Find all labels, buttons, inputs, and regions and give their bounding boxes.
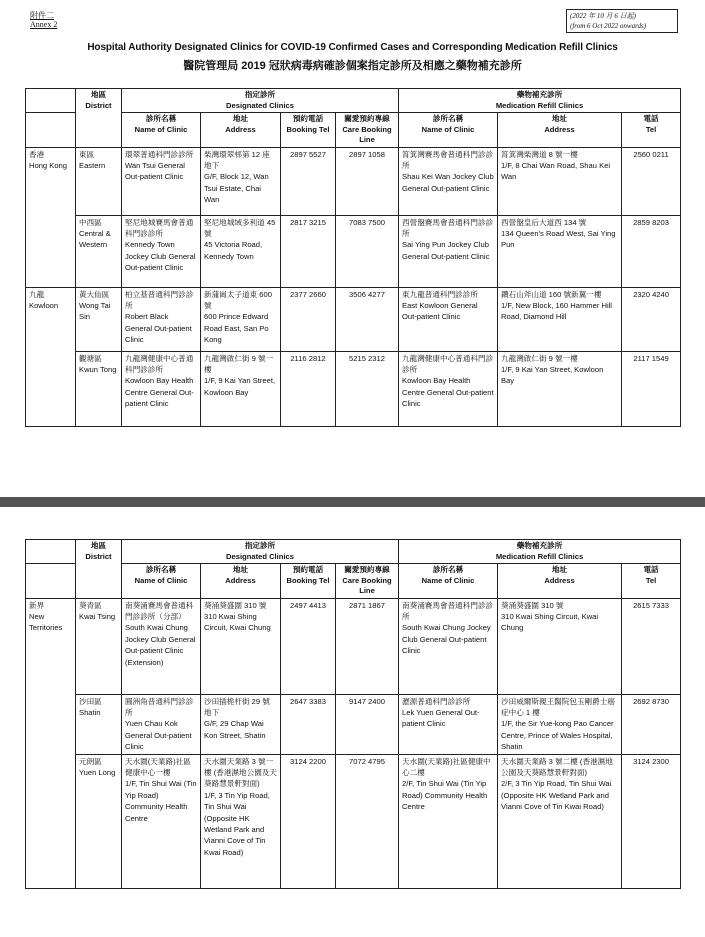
tel-cell: 2615 7333 bbox=[622, 598, 681, 694]
annex-zh: 附件二 bbox=[30, 11, 54, 20]
header-care-booking: 關愛預約專線 Care Booking Line bbox=[336, 564, 399, 599]
district-cell: 黃大仙區 Wong Tai Sin bbox=[76, 287, 122, 351]
refill-clinic-cell: 南葵涌賽馬會普通科門診診所 South Kwai Chung Jockey Club General Out-patient Clinic bbox=[399, 598, 498, 694]
refill-clinic-cell: 東九龍普通科門診診所 East Kowloon General Out-patient Clinic bbox=[399, 287, 498, 351]
header-address: 地址 Address bbox=[201, 564, 281, 599]
title-english: Hospital Authority Designated Clinics for COVID-19 Confirmed Cases and Corresponding Medication Refill Clinics bbox=[87, 42, 618, 53]
tel-cell: 2859 8203 bbox=[622, 215, 681, 287]
address-cell: 新蒲崗太子道東 600 號 600 Prince Edward Road East, San Po Kong bbox=[201, 287, 281, 351]
address-cell: 堅尼地城域多利道 45 號 45 Victoria Road, Kennedy Town bbox=[201, 215, 281, 287]
booking-tel-cell: 2116 2812 bbox=[281, 351, 336, 426]
tel-cell: 3124 2300 bbox=[622, 754, 681, 888]
header-booking-tel: 預約電話 Booking Tel bbox=[281, 113, 336, 148]
table-row bbox=[26, 754, 681, 888]
header-refill-clinics: 藥物補充診所 Medication Refill Clinics bbox=[399, 89, 681, 113]
header-row-1 bbox=[26, 89, 681, 113]
header-care-booking: 關愛預約專線 Care Booking Line bbox=[336, 113, 399, 148]
clinic-name-cell: 環翠普通科門診診所 Wan Tsui General Out-patient Clinic bbox=[122, 147, 201, 215]
table-row bbox=[26, 598, 681, 694]
booking-tel-cell: 2497 4413 bbox=[281, 598, 336, 694]
header-row-1 bbox=[26, 540, 681, 564]
district-cell: 沙田區 Shatin bbox=[76, 694, 122, 754]
care-booking-cell: 7072 4795 bbox=[336, 754, 399, 888]
district-cell: 東區 Eastern bbox=[76, 147, 122, 215]
header-clinic-name: 診所名稱 Name of Clinic bbox=[122, 113, 201, 148]
address-cell: 葵涌葵盛圍 310 號 310 Kwai Shing Circuit, Kwai Chung bbox=[201, 598, 281, 694]
header-refill-address: 地址 Address bbox=[498, 564, 622, 599]
table-row bbox=[26, 287, 681, 351]
district-cell: 葵青區 Kwai Tsing bbox=[76, 598, 122, 694]
district-cell: 中西區 Central & Western bbox=[76, 215, 122, 287]
care-booking-cell: 5215 2312 bbox=[336, 351, 399, 426]
header-blank-2 bbox=[26, 564, 76, 599]
refill-clinic-cell: 九龍灣健康中心普通科門診診所 Kowloon Bay Health Centre General Out-patient Clinic bbox=[399, 351, 498, 426]
refill-address-cell: 天水圍天業路 3 號二樓 (香港濕地公園及天葵路慧景軒對面) 2/F, 3 Tin Yip Road, Tin Shui Wai (Opposite HK Wetland Park and Vianni Cove of Tin Kwai Road) bbox=[498, 754, 622, 888]
refill-address-cell: 九龍灣啟仁街 9 號一樓 1/F, 9 Kai Yan Street, Kowloon Bay bbox=[498, 351, 622, 426]
effective-date-zh: (2022 年 10 月 6 日起) bbox=[570, 12, 636, 20]
refill-clinic-cell: 西營盤賽馬會普通科門診診所 Sai Ying Pun Jockey Club General Out-patient Clinic bbox=[399, 215, 498, 287]
refill-clinic-cell: 天水圍(天業路)社區健康中心二樓 2/F, Tin Shui Wai (Tin Yip Road) Community Health Centre bbox=[399, 754, 498, 888]
title-chinese: 醫院管理局 2019 冠狀病毒病確診個案指定診所及相應之藥物補充診所 bbox=[183, 60, 522, 72]
booking-tel-cell: 2897 5527 bbox=[281, 147, 336, 215]
effective-date-box bbox=[566, 9, 678, 33]
refill-address-cell: 鑽石山斧山道 160 號新翼一樓 1/F, New Block, 160 Hammer Hill Road, Diamond Hill bbox=[498, 287, 622, 351]
header-row-2 bbox=[26, 113, 681, 148]
refill-address-cell: 沙田威爾斯親王醫院包玉剛爵士癌症中心 1 樓 1/F, the Sir Yue-kong Pao Cancer Centre, Prince of Wales Hospital, Shatin bbox=[498, 694, 622, 754]
clinics-table-page-2 bbox=[25, 539, 681, 889]
refill-clinic-cell: 瀝源普通科門診診所 Lek Yuen General Out-patient Clinic bbox=[399, 694, 498, 754]
address-cell: 沙田插桅杆街 29 號地下 G/F, 29 Chap Wai Kon Street, Shatin bbox=[201, 694, 281, 754]
booking-tel-cell: 3124 2200 bbox=[281, 754, 336, 888]
header-refill-address: 地址 Address bbox=[498, 113, 622, 148]
page-separator bbox=[0, 497, 705, 507]
address-cell: 九龍灣啟仁街 9 號一樓 1/F, 9 Kai Yan Street, Kowloon Bay bbox=[201, 351, 281, 426]
refill-address-cell: 西營盤皇后大道西 134 號 134 Queen's Road West, Sai Ying Pun bbox=[498, 215, 622, 287]
tel-cell: 2320 4240 bbox=[622, 287, 681, 351]
clinics-table-page-1 bbox=[25, 88, 681, 427]
region-cell: 香港 Hong Kong bbox=[26, 147, 76, 287]
booking-tel-cell: 2377 2660 bbox=[281, 287, 336, 351]
table-row bbox=[26, 694, 681, 754]
district-cell: 元朗區 Yuen Long bbox=[76, 754, 122, 888]
care-booking-cell: 3506 4277 bbox=[336, 287, 399, 351]
table-row bbox=[26, 351, 681, 426]
care-booking-cell: 2897 1058 bbox=[336, 147, 399, 215]
document-page-2 bbox=[0, 507, 705, 937]
header-designated-clinics: 指定診所 Designated Clinics bbox=[122, 540, 399, 564]
header-clinic-name: 診所名稱 Name of Clinic bbox=[122, 564, 201, 599]
refill-address-cell: 葵涌葵盛圍 310 號 310 Kwai Shing Circuit, Kwai Chung bbox=[498, 598, 622, 694]
header-refill-clinic-name: 診所名稱 Name of Clinic bbox=[399, 564, 498, 599]
refill-address-cell: 筲箕灣柴灣道 8 號一樓 1/F, 8 Chai Wan Road, Shau Kei Wan bbox=[498, 147, 622, 215]
header-designated-clinics: 指定診所 Designated Clinics bbox=[122, 89, 399, 113]
table-row bbox=[26, 215, 681, 287]
table-row bbox=[26, 147, 681, 215]
clinic-name-cell: 柏立基普通科門診診所 Robert Black General Out-patient Clinic bbox=[122, 287, 201, 351]
annex-label bbox=[30, 11, 57, 29]
header-district: 地區 District bbox=[76, 89, 122, 148]
booking-tel-cell: 2817 3215 bbox=[281, 215, 336, 287]
header-blank bbox=[26, 540, 76, 564]
clinic-name-cell: 九龍灣健康中心普通科門診診所 Kowloon Bay Health Centre General Out-patient Clinic bbox=[122, 351, 201, 426]
header-district: 地區 District bbox=[76, 540, 122, 599]
address-cell: 天水圍天業路 3 號一樓 (香港濕地公園及天葵路慧景軒對面) 1/F, 3 Tin Yip Road, Tin Shui Wai (Opposite HK Wetland Park and Vianni Cove of Tin Kwai Road) bbox=[201, 754, 281, 888]
region-cell: 九龍 Kowloon bbox=[26, 287, 76, 426]
header-refill-clinics: 藥物補充診所 Medication Refill Clinics bbox=[399, 540, 681, 564]
care-booking-cell: 9147 2400 bbox=[336, 694, 399, 754]
header-refill-clinic-name: 診所名稱 Name of Clinic bbox=[399, 113, 498, 148]
clinic-name-cell: 圓洲角普通科門診診所 Yuen Chau Kok General Out-patient Clinic bbox=[122, 694, 201, 754]
region-cell: 新界 New Territories bbox=[26, 598, 76, 888]
tel-cell: 2117 1549 bbox=[622, 351, 681, 426]
clinic-name-cell: 南葵涌賽馬會普通科門診診所（分部） South Kwai Chung Jockey Club General Out-patient Clinic (Extension) bbox=[122, 598, 201, 694]
header-blank-2 bbox=[26, 113, 76, 148]
annex-en: Annex 2 bbox=[30, 20, 58, 29]
effective-date-en: (from 6 Oct 2022 onwards) bbox=[570, 22, 647, 30]
address-cell: 柴灣環翠邨第 12 座地下 G/F, Block 12, Wan Tsui Estate, Chai Wan bbox=[201, 147, 281, 215]
tel-cell: 2560 0211 bbox=[622, 147, 681, 215]
district-cell: 觀塘區 Kwun Tong bbox=[76, 351, 122, 426]
refill-clinic-cell: 筲箕灣賽馬會普通科門診診所 Shau Kei Wan Jockey Club General Out-patient Clinic bbox=[399, 147, 498, 215]
header-tel: 電話 Tel bbox=[622, 113, 681, 148]
header-blank bbox=[26, 89, 76, 113]
header-booking-tel: 預約電話 Booking Tel bbox=[281, 564, 336, 599]
header-tel: 電話 Tel bbox=[622, 564, 681, 599]
booking-tel-cell: 2647 3383 bbox=[281, 694, 336, 754]
care-booking-cell: 2871 1867 bbox=[336, 598, 399, 694]
header-row-2 bbox=[26, 564, 681, 599]
header-address: 地址 Address bbox=[201, 113, 281, 148]
clinic-name-cell: 天水圍(天業路)社區健康中心一樓 1/F, Tin Shui Wai (Tin Yip Road) Community Health Centre bbox=[122, 754, 201, 888]
tel-cell: 2692 8730 bbox=[622, 694, 681, 754]
clinic-name-cell: 堅尼地城賽馬會普通科門診診所 Kennedy Town Jockey Club General Out-patient Clinic bbox=[122, 215, 201, 287]
care-booking-cell: 7083 7500 bbox=[336, 215, 399, 287]
